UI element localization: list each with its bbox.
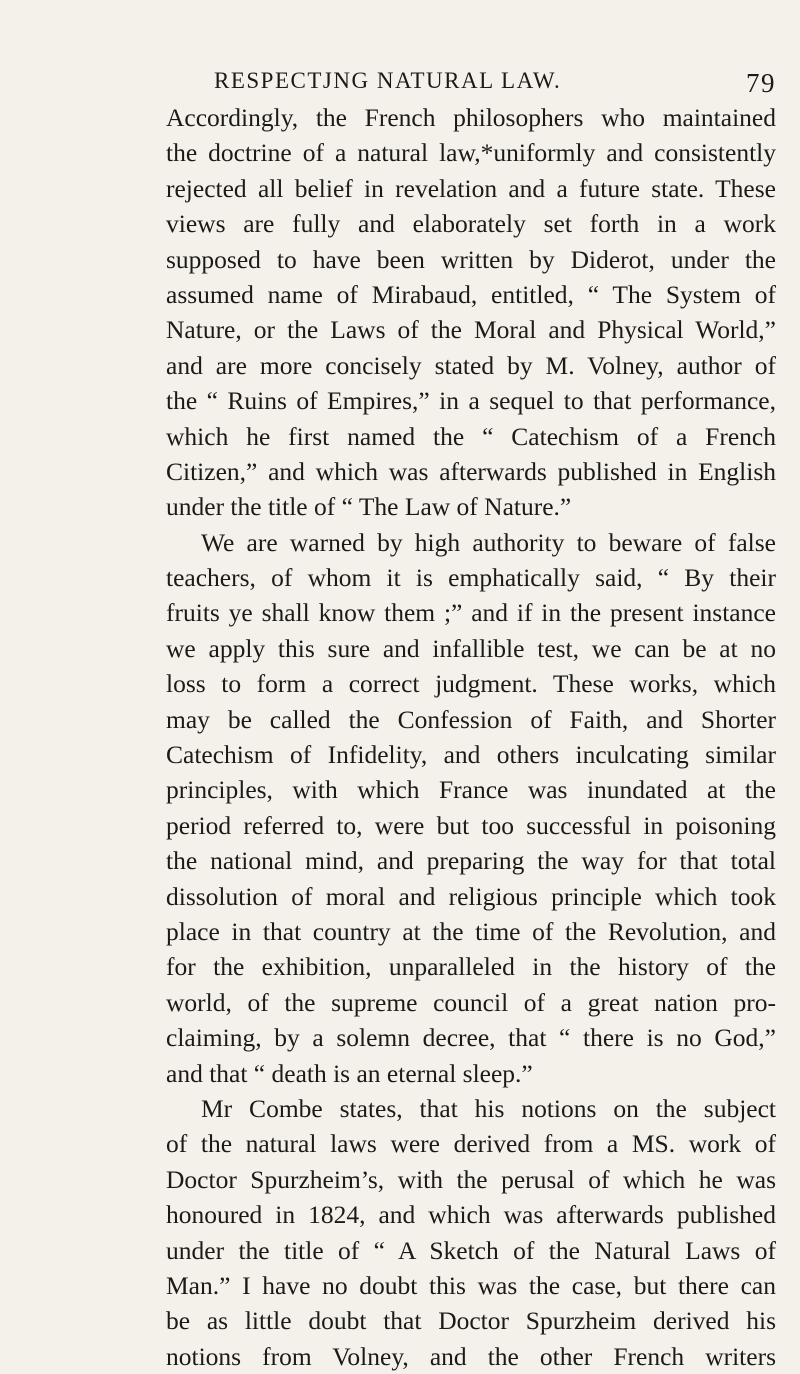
text-line: period referred to, were but too successful in poisoning: [166, 810, 776, 840]
text-line: dissolution of moral and religious principle which took: [166, 881, 776, 911]
text-line: be as little doubt that Doctor Spurzheim derived his: [166, 1306, 776, 1336]
text-line: the doctrine of a natural law,*uniformly and consistently: [166, 138, 776, 168]
text-line: the “ Ruins of Empires,” in a sequel to that performance,: [166, 386, 776, 416]
text-line: Mr Combe states, that his notions on the subject: [201, 1093, 776, 1123]
text-line: Accordingly, the French philosophers who maintained: [166, 103, 776, 132]
text-line: fruits ye shall know them ;” and if in the present instance: [166, 598, 776, 628]
text-line: for the exhibition, unparalleled in the history of the: [166, 952, 776, 982]
text-line: principles, with which France was inundated at the: [166, 775, 776, 805]
text-line: Citizen,” and which was afterwards published in English: [166, 456, 776, 486]
text-line: loss to form a correct judgment. These works, which: [166, 669, 776, 699]
text-line: Doctor Spurzheim’s, with the perusal of which he was: [166, 1164, 776, 1194]
text-line: place in that country at the time of the Revolution, and: [166, 916, 776, 946]
text-line: views are fully and elaborately set forth in a work: [166, 209, 776, 239]
text-line: world, of the supreme council of a great nation pro-: [166, 987, 776, 1017]
text-line: which he first named the “ Catechism of a French: [166, 421, 776, 451]
text-line: Man.” I have no doubt this was the case, but there can: [166, 1270, 776, 1300]
text-line: We are warned by high authority to beware of false: [201, 527, 776, 557]
text-line: honoured in 1824, and which was afterwards published: [166, 1200, 776, 1230]
running-title: RESPECTJNG NATURAL LAW.: [214, 68, 562, 93]
text-line: rejected all belief in revelation and a future state. These: [166, 173, 776, 203]
text-line: Nature, or the Laws of the Moral and Physical World,”: [166, 315, 776, 345]
text-line: under the title of “ The Law of Nature.”: [166, 492, 572, 522]
text-line: and that “ death is an eternal sleep.”: [166, 1058, 533, 1088]
text-line: and are more concisely stated by M. Volney, author of: [166, 350, 776, 380]
text-line: Catechism of Infidelity, and others inculcating similar: [166, 740, 776, 770]
page-number: 79: [746, 68, 776, 98]
body-text: [166, 100, 776, 1374]
text-line: assumed name of Mirabaud, entitled, “ The System of: [166, 279, 776, 309]
text-line: claiming, by a solemn decree, that “ there is no God,”: [166, 1023, 776, 1053]
text-line: may be called the Confession of Faith, and Shorter: [166, 704, 776, 734]
text-line: the national mind, and preparing the way for that total: [166, 846, 776, 876]
text-line: we apply this sure and infallible test, we can be at no: [166, 633, 776, 663]
text-line: teachers, of whom it is emphatically said, “ By their: [166, 563, 776, 593]
text-line: supposed to have been written by Diderot, under the: [166, 244, 776, 274]
text-line: notions from Volney, and the other French writers: [166, 1341, 776, 1371]
text-line: under the title of “ A Sketch of the Natural Laws of: [166, 1235, 776, 1265]
text-line: of the natural laws were derived from a MS. work of: [166, 1129, 776, 1159]
